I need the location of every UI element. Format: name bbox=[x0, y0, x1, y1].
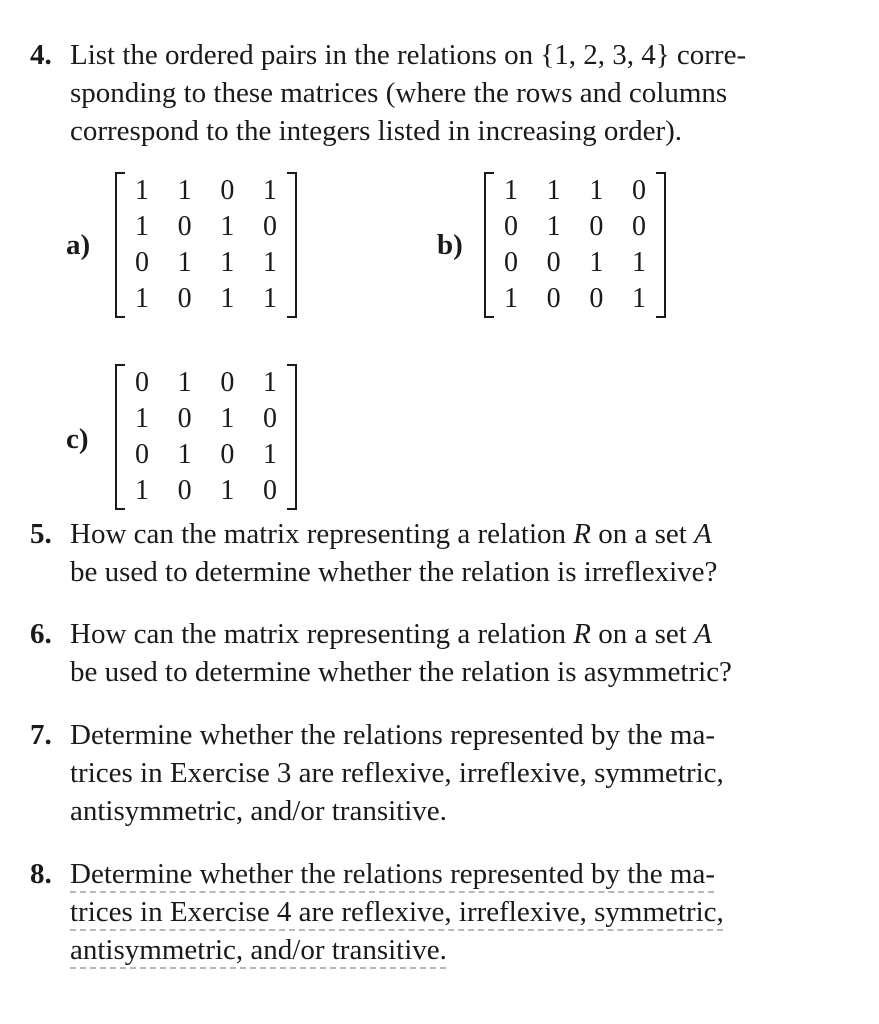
matrix-cell: 1 bbox=[262, 439, 277, 470]
right-bracket bbox=[287, 172, 297, 318]
matrix-row bbox=[498, 245, 652, 281]
left-bracket bbox=[115, 172, 125, 318]
exercise-5 bbox=[30, 515, 820, 591]
matrix-cell: 1 bbox=[220, 475, 235, 506]
matrix-cell: 1 bbox=[504, 175, 518, 206]
exercise-number: 7. bbox=[30, 719, 52, 751]
matrix-cell: 0 bbox=[135, 247, 149, 278]
matrix-cell: 0 bbox=[504, 211, 518, 242]
matrix-cell: 1 bbox=[220, 403, 235, 434]
matrix-cell: 1 bbox=[135, 475, 149, 506]
matrix-row bbox=[498, 281, 652, 317]
exercise-text-line: trices in Exercise 3 are reflexive, irreflexive, symmetric, bbox=[70, 757, 724, 789]
right-bracket bbox=[656, 172, 666, 318]
matrix-cell: 0 bbox=[589, 211, 604, 242]
exercise-number: 4. bbox=[30, 39, 52, 71]
matrix-row bbox=[129, 473, 283, 509]
matrix-cell: 0 bbox=[220, 175, 235, 206]
exercise-number: 6. bbox=[30, 618, 52, 650]
matrix-cell: 0 bbox=[589, 283, 604, 314]
matrix-row bbox=[129, 437, 283, 473]
matrix-cell: 1 bbox=[220, 283, 235, 314]
matrix-cell: 0 bbox=[177, 283, 192, 314]
matrix-cell: 0 bbox=[135, 439, 149, 470]
exercise-text-line: sponding to these matrices (where the rows and columns bbox=[70, 77, 728, 109]
matrix-row bbox=[498, 209, 652, 245]
matrix-row bbox=[129, 401, 283, 437]
matrix-cell: 1 bbox=[631, 247, 646, 278]
exercise-text-line: List the ordered pairs in the relations on {1, 2, 3, 4} corre- bbox=[70, 39, 747, 71]
exercise-text-line: trices in Exercise 4 are reflexive, irreflexive, symmetric, bbox=[70, 896, 724, 928]
exercise-text-line: How can the matrix representing a relation R on a set A bbox=[70, 518, 712, 550]
matrix-cell: 1 bbox=[546, 175, 561, 206]
matrix-cell: 1 bbox=[220, 211, 235, 242]
matrix-cell: 0 bbox=[220, 439, 235, 470]
matrix-row bbox=[129, 245, 283, 281]
matrix-row bbox=[129, 173, 283, 209]
exercise-text-line: antisymmetric, and/or transitive. bbox=[70, 934, 447, 966]
matrix-cell: 1 bbox=[135, 175, 149, 206]
matrix-cell: 0 bbox=[177, 211, 192, 242]
exercise-4 bbox=[30, 36, 820, 150]
matrix-row bbox=[498, 173, 652, 209]
matrix-b-label: b) bbox=[437, 229, 463, 261]
exercise-text-line: correspond to the integers listed in increasing order). bbox=[70, 115, 683, 147]
exercise-7 bbox=[30, 716, 820, 830]
left-bracket bbox=[115, 364, 125, 510]
exercise-text-line: How can the matrix representing a relation R on a set A bbox=[70, 618, 712, 650]
matrix-a-label: a) bbox=[66, 229, 91, 261]
matrix-cell: 0 bbox=[177, 403, 192, 434]
exercise-number: 8. bbox=[30, 858, 52, 890]
matrix-cell: 1 bbox=[262, 247, 277, 278]
left-bracket bbox=[484, 172, 494, 318]
exercise-8 bbox=[30, 855, 820, 969]
matrix-cell: 0 bbox=[631, 211, 646, 242]
matrix-cell: 1 bbox=[589, 247, 604, 278]
matrix-c-label: c) bbox=[66, 423, 89, 455]
matrix-c bbox=[115, 364, 297, 510]
matrix-cell: 1 bbox=[262, 175, 277, 206]
exercise-text-line: Determine whether the relations represented by the ma- bbox=[70, 858, 715, 890]
matrix-a bbox=[115, 172, 297, 318]
matrix-row bbox=[129, 365, 283, 401]
matrix-cell: 0 bbox=[262, 475, 277, 506]
exercise-text-line: Determine whether the relations represented by the ma- bbox=[70, 719, 715, 751]
matrix-cell: 1 bbox=[504, 283, 518, 314]
matrix-cell: 0 bbox=[546, 247, 561, 278]
matrix-cell: 1 bbox=[177, 439, 192, 470]
exercise-text-line: be used to determine whether the relation is asymmetric? bbox=[70, 656, 732, 688]
exercise-text-line: antisymmetric, and/or transitive. bbox=[70, 795, 447, 827]
matrix-cell: 0 bbox=[135, 367, 149, 398]
matrix-row bbox=[129, 281, 283, 317]
exercise-6 bbox=[30, 615, 820, 691]
matrix-cell: 0 bbox=[546, 283, 561, 314]
matrix-cell: 1 bbox=[589, 175, 604, 206]
matrix-cell: 1 bbox=[135, 283, 149, 314]
right-bracket bbox=[287, 364, 297, 510]
matrix-cell: 1 bbox=[546, 211, 561, 242]
matrix-cell: 0 bbox=[220, 367, 235, 398]
matrix-cell: 0 bbox=[631, 175, 646, 206]
matrix-cell: 1 bbox=[220, 247, 235, 278]
matrix-cell: 1 bbox=[177, 367, 192, 398]
matrix-cell: 1 bbox=[631, 283, 646, 314]
matrix-cell: 1 bbox=[262, 367, 277, 398]
exercise-number: 5. bbox=[30, 518, 52, 550]
matrix-cell: 1 bbox=[177, 247, 192, 278]
matrix-cell: 1 bbox=[135, 211, 149, 242]
matrix-cell: 0 bbox=[262, 403, 277, 434]
matrix-cell: 0 bbox=[504, 247, 518, 278]
matrix-b bbox=[484, 172, 666, 318]
matrix-row bbox=[129, 209, 283, 245]
exercise-text-line: be used to determine whether the relation is irreflexive? bbox=[70, 556, 718, 588]
matrix-cell: 1 bbox=[177, 175, 192, 206]
matrix-cell: 0 bbox=[262, 211, 277, 242]
matrix-cell: 1 bbox=[262, 283, 277, 314]
matrix-cell: 0 bbox=[177, 475, 192, 506]
matrix-cell: 1 bbox=[135, 403, 149, 434]
